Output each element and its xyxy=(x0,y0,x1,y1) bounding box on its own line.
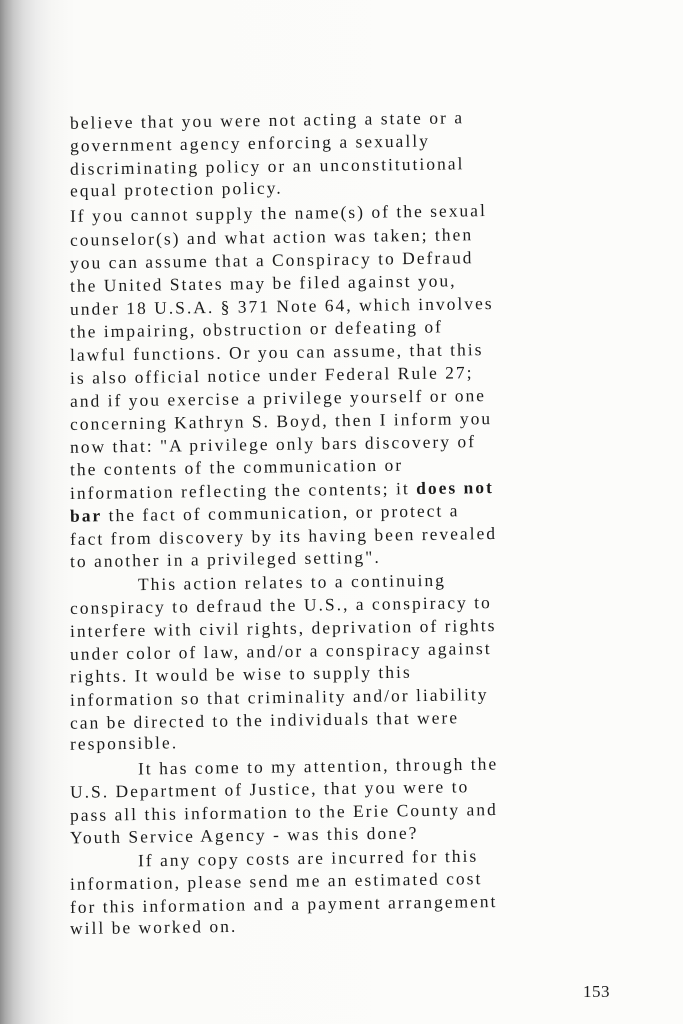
text-line: the impairing, obstruction or defeating of xyxy=(69,316,444,342)
text-line: under 18 U.S.A. § 371 Note 64, which involves xyxy=(69,293,494,319)
text-line: U.S. Department of Justice, that you were to xyxy=(69,776,470,802)
text-line: is also official notice under Federal Rule 27; xyxy=(69,362,474,388)
text-line: will be worked on. xyxy=(69,915,238,939)
text-line: information so that criminality and/or liability xyxy=(69,684,489,710)
text-line-with-bold-phrase xyxy=(70,502,460,525)
text-line: believe that you were not acting a state or a xyxy=(69,107,465,133)
text-line: under color of law, and/or a conspiracy against xyxy=(69,638,492,664)
text-line: for this information and a payment arrangement xyxy=(69,891,498,917)
text-line: the United States may be filed against you, xyxy=(69,270,457,296)
text-line: If any copy costs are incurred for this xyxy=(137,845,479,871)
emphasized-text: bar xyxy=(69,505,103,526)
text-line: the contents of the communication or xyxy=(69,454,404,480)
text-line: equal protection policy. xyxy=(69,177,283,201)
text-line: If you cannot supply the name(s) of the sexual xyxy=(69,200,488,226)
text-line: now that: "A privilege only bars discovery of xyxy=(69,431,477,457)
text-line: government agency enforcing a sexually xyxy=(69,130,431,156)
text-line: It has come to my attention, through the xyxy=(137,753,499,779)
text-line: responsible. xyxy=(69,732,179,754)
text-line: interfere with civil rights, deprivation of rights xyxy=(69,615,497,641)
page-number: 153 xyxy=(583,982,610,1001)
text-line: conspiracy to defraud the U.S., a conspiracy to xyxy=(69,592,492,618)
text-line: Youth Service Agency - was this done? xyxy=(69,822,419,848)
text-line: This action relates to a continuing xyxy=(137,569,447,595)
text-line: information, please send me an estimated cost xyxy=(69,868,483,894)
text-line-part: the fact of communication, or protect a xyxy=(102,500,460,526)
text-line-part: information reflecting the contents; it xyxy=(69,478,417,503)
text-line: discriminating policy or an unconstitutional xyxy=(69,153,465,179)
text-line: concerning Kathryn S. Boyd, then I inform you xyxy=(69,408,493,434)
text-line: to another in a privileged setting". xyxy=(69,546,381,572)
emphasized-text: does not xyxy=(416,477,495,499)
text-line: fact from discovery by its having been revealed xyxy=(69,523,498,549)
text-line: lawful functions. Or you can assume, that this xyxy=(69,339,484,365)
text-line: counselor(s) and what action was taken; then xyxy=(69,224,474,250)
text-line: you can assume that a Conspiracy to Defraud xyxy=(69,247,474,273)
text-line: rights. It would be wise to supply this xyxy=(69,661,412,687)
text-line: can be directed to the individuals that were xyxy=(69,707,460,733)
text-line-with-bold-phrase xyxy=(70,479,494,502)
text-line: and if you exercise a privilege yourself or one xyxy=(69,385,487,411)
text-line: pass all this information to the Erie County and xyxy=(69,799,498,825)
